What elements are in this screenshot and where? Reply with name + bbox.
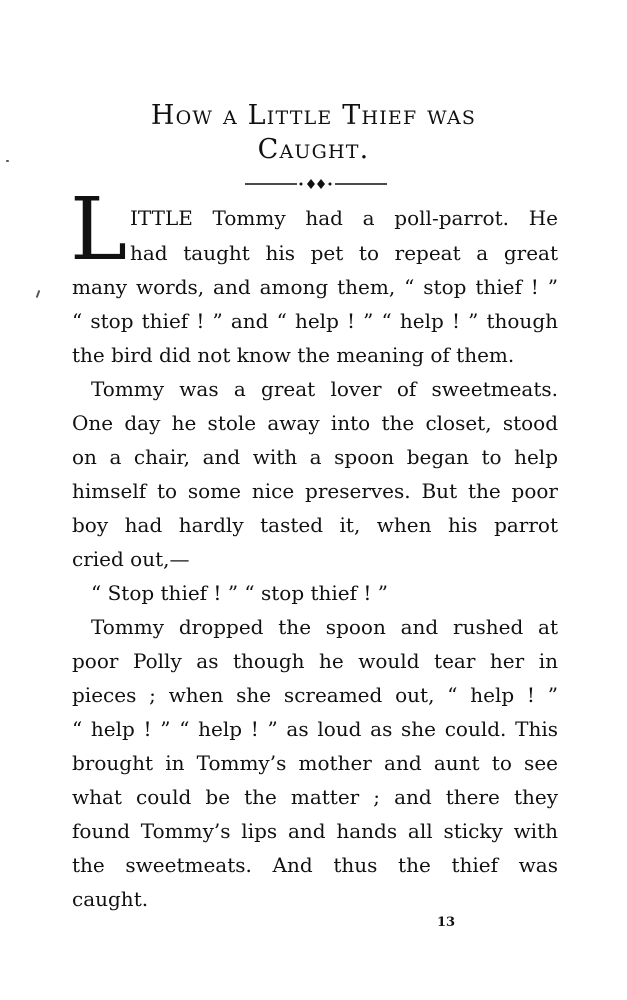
text-line: cried out,—	[72, 547, 190, 571]
text-line: many words, and among them, “ stop thief ! ”	[72, 275, 558, 299]
text-line: had taught his pet to repeat a great	[130, 241, 558, 265]
text-line: One day he stole away into the closet, stood	[72, 411, 558, 435]
text-line: ITTLE Tommy had a poll-parrot. He	[130, 206, 558, 230]
text-line: found Tommy’s lips and hands all sticky with	[72, 819, 558, 843]
text-line: pieces ; when she screamed out, “ help ! ”	[72, 683, 558, 707]
text-line: the sweetmeats. And thus the thief was	[72, 853, 558, 877]
drop-cap: L	[70, 180, 128, 280]
text-line: boy had hardly tasted it, when his parrot	[72, 513, 558, 537]
text-line: brought in Tommy’s mother and aunt to see	[72, 751, 558, 775]
text-line: Tommy was a great lover of sweetmeats.	[91, 377, 558, 401]
text-line: himself to some nice preserves. But the poor	[72, 479, 558, 503]
ornamental-rule	[245, 176, 387, 192]
print-speck	[6, 160, 9, 162]
text-line: caught.	[72, 887, 149, 911]
page-number: 13	[437, 915, 456, 930]
text-line: poor Polly as though he would tear her in	[72, 649, 558, 673]
text-line: “ Stop thief ! ” “ stop thief ! ”	[91, 581, 389, 605]
chapter-title-line-1: How a Little Thief was	[150, 100, 477, 131]
text-line: on a chair, and with a spoon began to help	[72, 445, 558, 469]
text-line: the bird did not know the meaning of them.	[72, 343, 515, 367]
text-line: what could be the matter ; and there they	[72, 785, 558, 809]
text-line: “ stop thief ! ” and “ help ! ” “ help ! ” though	[72, 309, 558, 333]
text-line: “ help ! ” “ help ! ” as loud as she could. This	[72, 717, 558, 741]
text-line: Tommy dropped the spoon and rushed at	[91, 615, 558, 639]
chapter-title-line-2: Caught.	[257, 134, 370, 165]
print-speck	[36, 290, 41, 298]
